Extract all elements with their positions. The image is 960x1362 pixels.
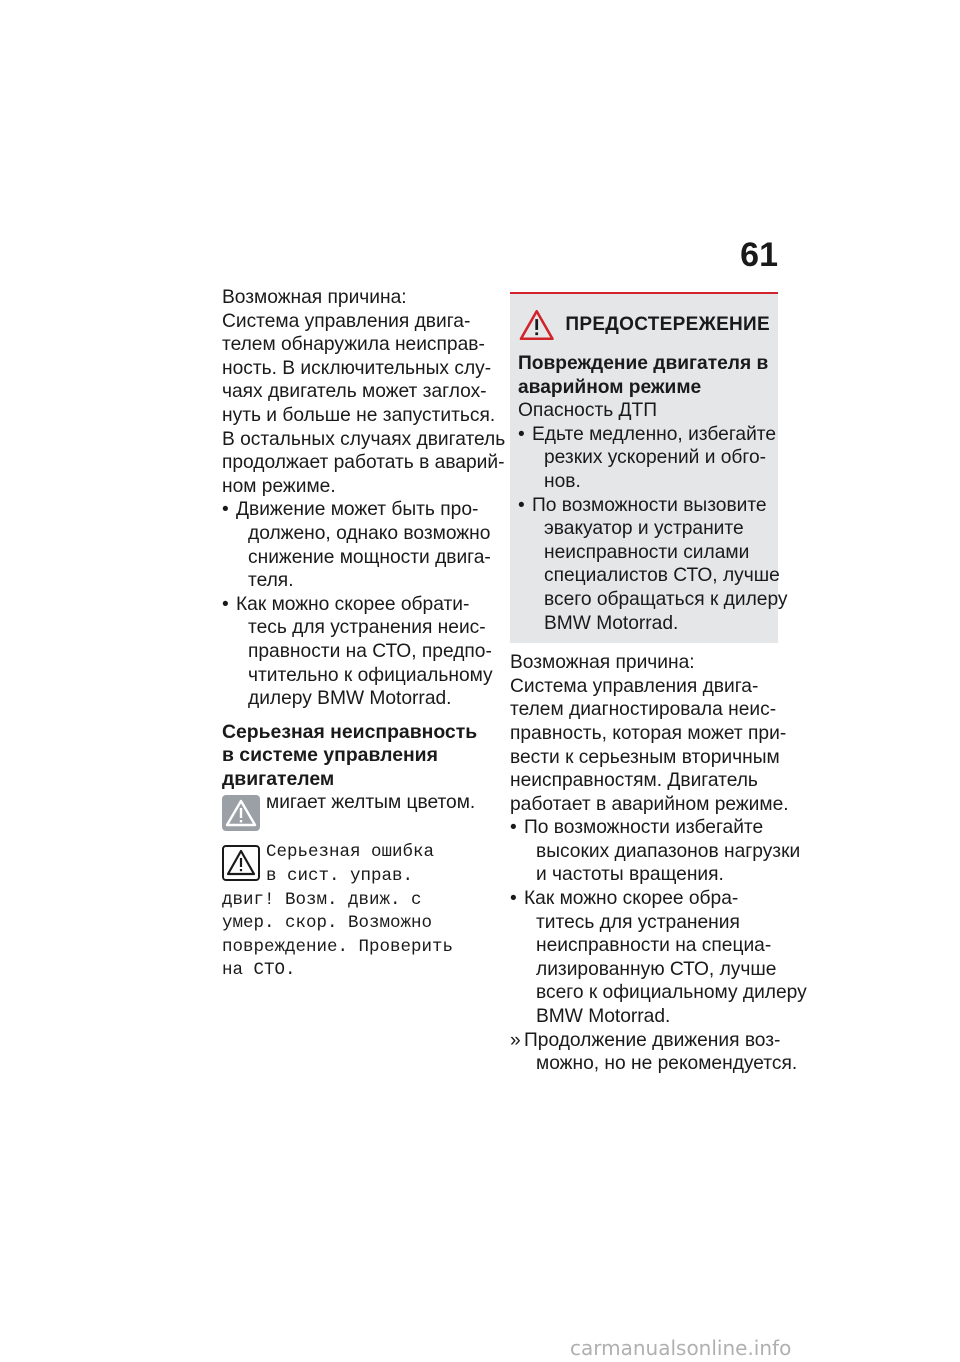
- right-column: [510, 292, 807, 1076]
- text-line: тесь для устранения неис-: [248, 617, 486, 639]
- heading-line: двигателем: [222, 767, 335, 790]
- list-item: [518, 423, 777, 494]
- text-line: высоких диапазонов нагрузки: [536, 840, 801, 862]
- warning-title-row: [518, 308, 770, 342]
- text-line: ном режиме.: [222, 475, 336, 497]
- text-line: теля.: [248, 570, 294, 592]
- text-line: снижение мощности двига-: [248, 546, 491, 568]
- text-line: правности на СТО, предпо-: [248, 640, 492, 662]
- display-line: в сист. управ.: [266, 866, 414, 887]
- text-line: неисправностям. Двигатель: [510, 770, 758, 792]
- display-line: повреждение. Проверить: [222, 936, 454, 957]
- warning-box: [510, 292, 788, 643]
- warning-heading: [518, 352, 770, 399]
- page-number: 61: [740, 236, 778, 274]
- bullet-mark: •: [518, 423, 525, 445]
- text-line: Система управления двига-: [510, 675, 759, 697]
- result-mark: »: [510, 1029, 521, 1051]
- left-column: [222, 286, 506, 983]
- heading-line: Серьезная неисправность: [222, 720, 478, 743]
- bullet-mark: •: [222, 593, 229, 615]
- text-line: BMW Motorrad.: [544, 612, 679, 634]
- display-line: на СТО.: [222, 960, 296, 981]
- display-line: двиг! Возм. движ. с: [222, 889, 422, 910]
- display-line: Серьезная ошибка: [266, 842, 435, 863]
- text-line: Как можно скорее обра-: [524, 888, 739, 910]
- text-line: и частоты вращения.: [536, 864, 724, 886]
- warning-triangle-icon: [518, 308, 555, 342]
- right-intro: [510, 651, 789, 816]
- text-line: Продолжение движения воз-: [524, 1029, 781, 1051]
- section-heading: [222, 721, 492, 792]
- text-line: Возможная причина:: [222, 287, 407, 308]
- bullet-mark: •: [222, 499, 229, 521]
- text-line: Возможная причина:: [510, 652, 695, 674]
- warning-light-row: [222, 791, 492, 833]
- text-line: можно, но не рекомендуется.: [536, 1053, 798, 1075]
- display-message-head: [222, 841, 492, 888]
- text-line: продолжает работать в аварий-: [222, 452, 505, 474]
- list-item: [510, 816, 801, 887]
- text-line: чаях двигатель может заглох-: [222, 381, 487, 403]
- text-line: всего обращаться к дилеру: [544, 588, 788, 610]
- text-line: Движение может быть про-: [236, 499, 479, 521]
- result-item: [510, 1029, 798, 1076]
- text-line: телем обнаружила неисправ-: [222, 334, 485, 356]
- text-line: Едьте медленно, избегайте: [532, 423, 777, 445]
- warning-light-icon: [222, 795, 260, 831]
- warning-title: ПРЕДОСТЕРЕЖЕНИЕ: [565, 314, 770, 336]
- bullet-mark: •: [518, 494, 525, 516]
- warning-light-text: мигает желтым цветом.: [266, 792, 476, 814]
- warning-subtitle: Опасность ДТП: [518, 400, 658, 422]
- text-line: резких ускорений и обго-: [544, 447, 767, 469]
- text-line: неисправности силами: [544, 541, 750, 563]
- bullet-mark: •: [510, 888, 517, 910]
- text-line: специалистов СТО, лучше: [544, 565, 780, 587]
- text-line: Система управления двига-: [222, 310, 471, 332]
- text-line: телем диагностировала неис-: [510, 699, 777, 721]
- display-message: [222, 841, 492, 983]
- text-line: лизированную СТО, лучше: [536, 958, 777, 980]
- text-line: титесь для устранения: [536, 911, 740, 933]
- text-line: нов.: [544, 470, 581, 492]
- left-intro: [222, 286, 506, 498]
- text-line: чтительно к официальному: [248, 664, 493, 686]
- text-line: По возможности вызовите: [532, 494, 767, 516]
- list-item: [510, 887, 807, 1029]
- text-line: должено, однако возможно: [248, 522, 491, 544]
- watermark: carmanualsonline.info: [570, 1336, 792, 1360]
- heading-line: в системе управления: [222, 744, 438, 767]
- text-line: всего к официальному дилеру: [536, 982, 807, 1004]
- list-item: [222, 593, 492, 711]
- text-line: вести к серьезным вторичным: [510, 746, 780, 768]
- display-warning-icon: [222, 845, 260, 881]
- text-line: неисправности на специа-: [536, 935, 772, 957]
- text-line: Как можно скорее обрати-: [236, 593, 470, 615]
- list-item: [222, 498, 492, 592]
- bullet-mark: •: [510, 817, 517, 839]
- text-line: BMW Motorrad.: [536, 1006, 671, 1028]
- text-line: работает в аварийном режиме.: [510, 793, 789, 815]
- text-line: По возможности избегайте: [524, 817, 764, 839]
- text-line: нуть и больше не запуститься.: [222, 404, 496, 426]
- heading-line: Повреждение двигателя в: [518, 353, 769, 374]
- text-line: В остальных случаях двигатель: [222, 428, 506, 450]
- text-line: дилеру BMW Motorrad.: [248, 688, 452, 710]
- text-line: эвакуатор и устраните: [544, 518, 744, 540]
- list-item: [518, 494, 788, 636]
- text-line: ность. В исключительных слу-: [222, 357, 492, 379]
- text-line: правность, которая может при-: [510, 722, 787, 744]
- display-line: умер. скор. Возможно: [222, 913, 433, 934]
- heading-line: аварийном режиме: [518, 376, 702, 398]
